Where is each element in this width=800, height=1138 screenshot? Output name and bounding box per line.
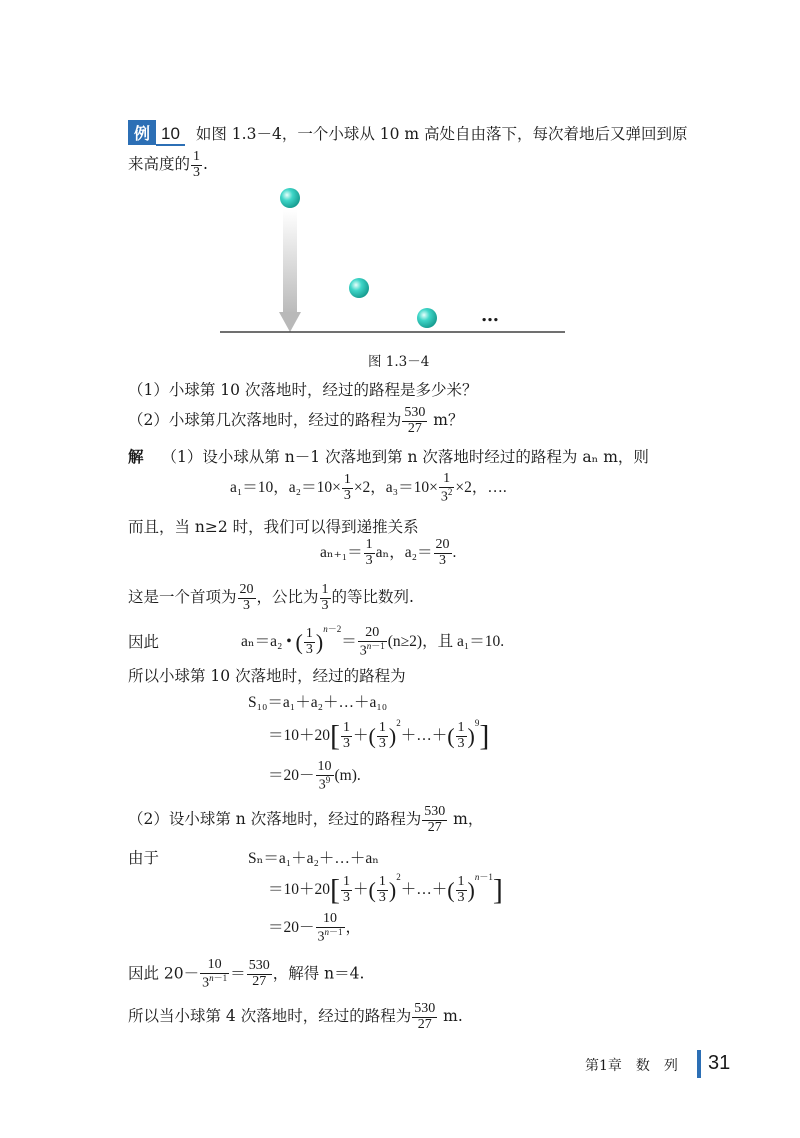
example-badge: 例 xyxy=(128,120,156,145)
part2-intro: （2）设小球第 n 次落地时，经过的路程为 $\frac{530}{27}$ m， xyxy=(128,804,484,835)
recurrence-text: 而且，当 n≥2 时，我们可以得到递推关系 xyxy=(128,518,419,536)
fraction: $\frac{1}{3}$ xyxy=(193,149,201,180)
question-2: （2）小球第几次落地时，经过的路程为 $\frac{530}{27}$ m？ xyxy=(128,405,464,436)
since-label: 由于 xyxy=(128,849,160,867)
equation-s10-line1: S₁₀＝a₁＋a₂＋…＋a₁₀ xyxy=(248,694,388,711)
fall-arrow-shaft xyxy=(283,210,297,315)
conclusion-line: 所以当小球第 4 次落地时，经过的路程为 $\frac{530}{27}$ m. xyxy=(128,1001,463,1032)
solution-intro: 解 （1）设小球从第 n－1 次落地到第 n 次落地时经过的路程为 aₙ m，则 xyxy=(128,447,649,466)
equation-sn-line3: ＝20－ $\frac{10}{3^{n-1}}$ ， xyxy=(268,911,362,945)
sum-10-text: 所以小球第 10 次落地时，经过的路程为 xyxy=(128,667,406,685)
equation-s10-line2: ＝10＋20[ $\frac{1}{3}$ ＋( $\frac{1}{3}$ )$^2$＋…＋( $\frac{1}{3}$ )$^9$] xyxy=(268,718,490,753)
ball-2 xyxy=(349,278,369,298)
equation-s10-line3: ＝20－ $\frac{10}{3^9}$ (m). xyxy=(268,759,361,793)
equation-general-term: aₙ＝a₂ • ( $\frac{1}{3}$ )$^{n-2}$＝ $\frac{20}{3^{n-1}}$ (n≥2)，且 a₁＝10. xyxy=(241,624,505,659)
ball-1 xyxy=(280,188,300,208)
geometric-sequence-text: 这是一个首项为 $\frac{20}{3}$ ，公比为 $\frac{1}{3}$ 的等比数列. xyxy=(128,582,414,613)
bouncing-ball-figure xyxy=(215,180,575,345)
equation-sequence-terms: a₁＝10，a₂＝10× $\frac{1}{3}$ ×2，a₃＝10× $\frac{1}{3^2}$ ×2，…. xyxy=(230,471,507,505)
example-heading xyxy=(128,120,688,146)
figure-ellipsis: … xyxy=(481,305,499,326)
general-term-label: 因此 xyxy=(128,633,160,651)
chapter-label: 第1章 数 列 xyxy=(585,1058,678,1074)
example-number: 10 xyxy=(156,124,185,146)
fall-arrow-head xyxy=(279,312,301,332)
equation-sn-line1: Sₙ＝a₁＋a₂＋…＋aₙ xyxy=(248,850,379,867)
figure-caption: 图 1.3－4 xyxy=(368,354,430,370)
example-text-line1: 如图 1.3－4，一个小球从 10 m 高处自由落下，每次着地后又弹回到原 xyxy=(195,125,688,143)
footer-bar xyxy=(697,1050,701,1078)
example-text-line2: 来高度的 $\frac{1}{3}$ . xyxy=(128,149,208,180)
solution-label: 解 xyxy=(128,447,144,466)
ball-3 xyxy=(417,308,437,328)
fraction: $\frac{530}{27}$ xyxy=(404,405,426,436)
solve-n-line: 因此 20－ $\frac{10}{3^{n-1}}$ ＝ $\frac{530}{27}$ ，解得 n＝4. xyxy=(128,957,365,991)
equation-recurrence: aₙ₊₁＝ $\frac{1}{3}$ aₙ，a₂＝ $\frac{20}{3}$ . xyxy=(320,537,457,568)
question-1: （1）小球第 10 次落地时，经过的路程是多少米？ xyxy=(128,381,478,399)
page-number: 31 xyxy=(708,1052,731,1074)
equation-sn-line2: ＝10＋20[ $\frac{1}{3}$ ＋( $\frac{1}{3}$ )$^2$＋…＋( $\frac{1}{3}$ )$^{n-1}$] xyxy=(268,872,503,907)
